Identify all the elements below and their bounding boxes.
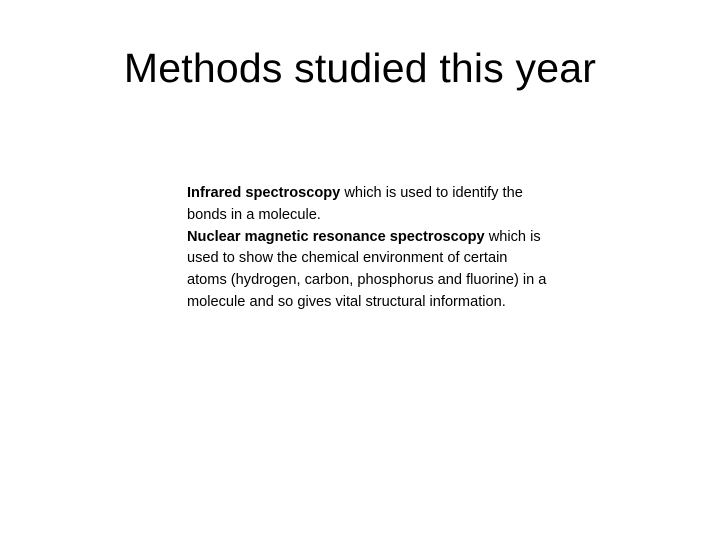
paragraph-nmr [187,227,547,314]
description-infrared-spectroscopy: which is used to identify the bonds in a molecule. [187,185,523,223]
slide-title: Methods studied this year [123,45,597,91]
term-infrared-spectroscopy: Infrared spectroscopy [187,185,341,201]
term-nmr-spectroscopy: Nuclear magnetic resonance spectroscopy [187,228,485,245]
paragraph-infrared [187,183,547,227]
description-nmr-spectroscopy: which is used to show the chemical environment of certain atoms (hydrogen, carbon, phosphorus and fluorine) in a molecule and so gives vital structural information. [187,228,547,310]
slide-body [187,183,547,314]
